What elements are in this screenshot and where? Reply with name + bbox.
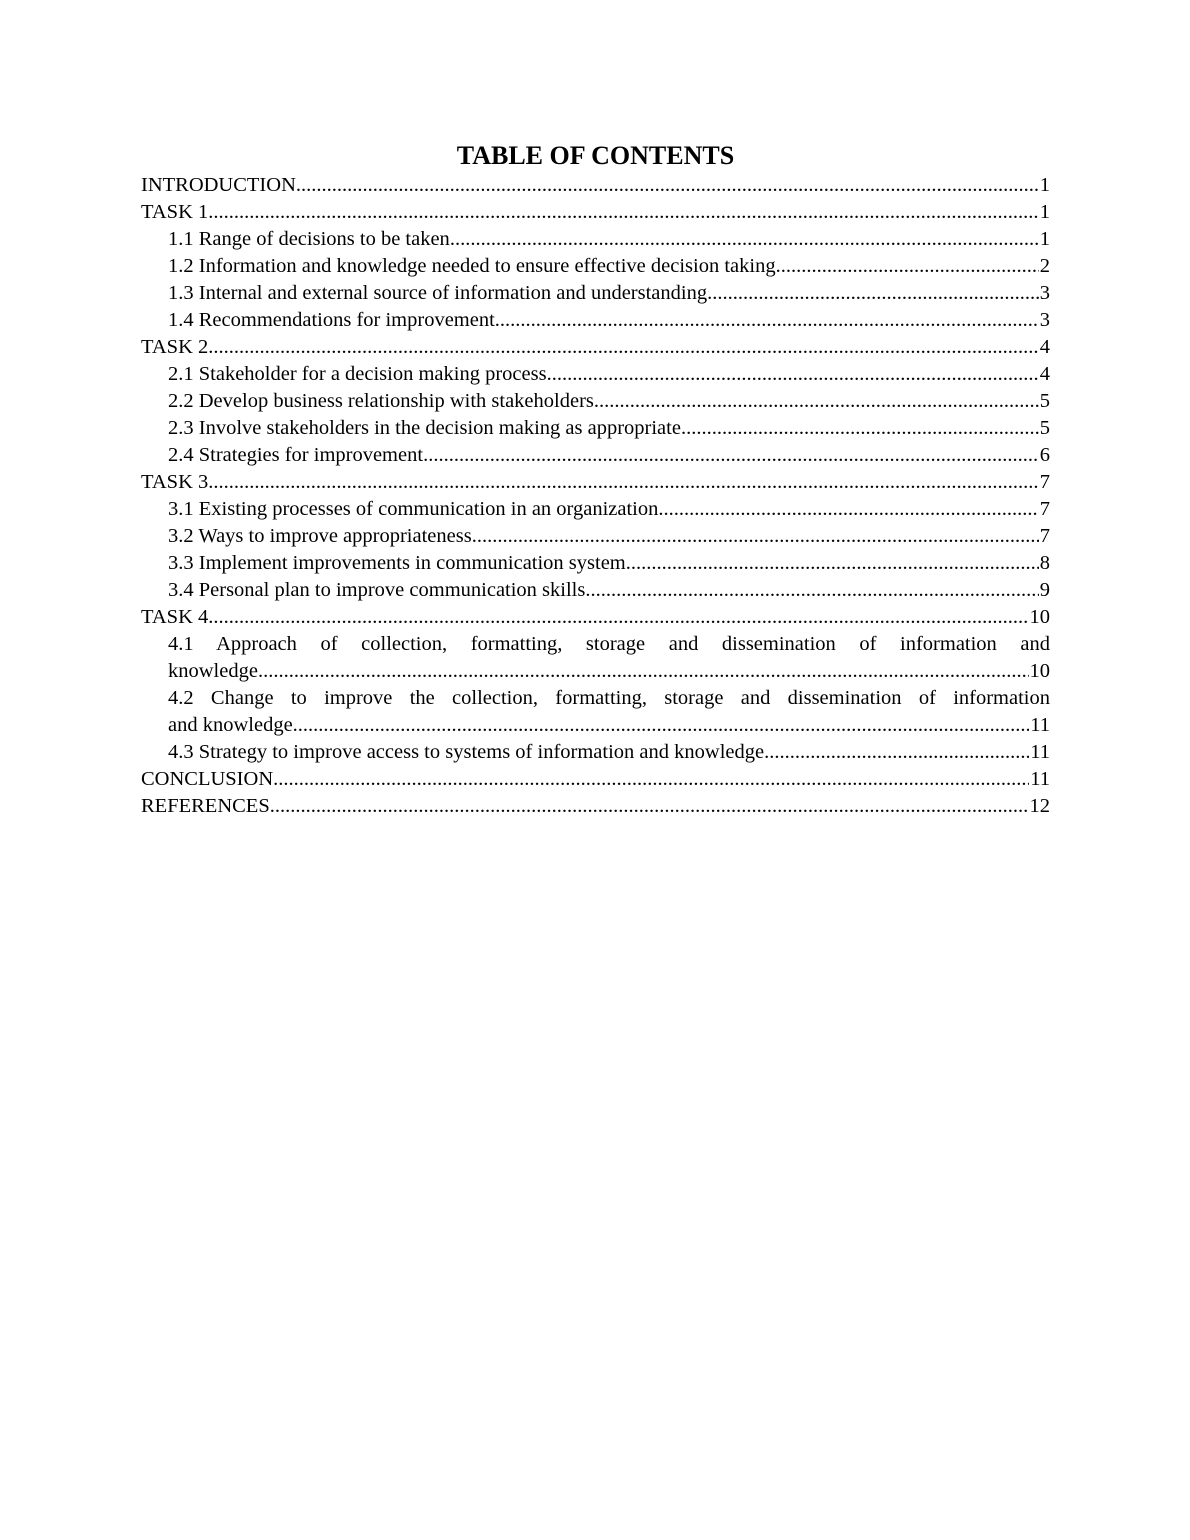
toc-entry-page: 1: [1039, 226, 1050, 253]
toc-entry-label: TASK 3: [141, 471, 209, 493]
toc-entry-2-3[interactable]: [141, 415, 1050, 442]
toc-entry-label-line-2-row: [168, 658, 1050, 685]
toc-entry-page: 11: [1029, 712, 1050, 739]
dot-leader: [208, 606, 1050, 628]
toc-entry-2-4[interactable]: [141, 442, 1050, 469]
toc-entry-task-1[interactable]: [141, 199, 1050, 226]
toc-title: TABLE OF CONTENTS: [456, 141, 735, 170]
toc-entry-label-line-2: and knowledge: [168, 714, 293, 736]
dot-leader: [594, 390, 1050, 412]
toc-entry-page: 1: [1039, 172, 1050, 199]
toc-entry-page: 1: [1039, 199, 1050, 226]
toc-entry-4-2[interactable]: [141, 685, 1050, 739]
toc-entry-references[interactable]: [141, 793, 1050, 820]
dot-leader: [626, 552, 1050, 574]
toc-entry-3-4[interactable]: [141, 577, 1050, 604]
toc-entry-label: 2.2 Develop business relationship with stakeholders: [168, 390, 594, 412]
toc-entry-label: TASK 4: [141, 606, 209, 628]
toc-entry-page: 3: [1039, 280, 1050, 307]
toc-entry-label: TASK 1: [141, 201, 209, 223]
toc-entry-4-1[interactable]: [141, 631, 1050, 685]
toc-entry-label: 3.4 Personal plan to improve communication skills: [168, 579, 586, 601]
toc-entry-label: REFERENCES: [141, 795, 270, 817]
toc-entry-page: 6: [1039, 442, 1050, 469]
dot-leader: [776, 255, 1050, 277]
dot-leader: [270, 795, 1050, 817]
dot-leader: [658, 498, 1050, 520]
toc-entry-label: 4.3 Strategy to improve access to systems of information and knowledge: [168, 741, 765, 763]
dot-leader: [208, 471, 1050, 493]
toc-entry-2-1[interactable]: [141, 361, 1050, 388]
dot-leader: [707, 282, 1050, 304]
dot-leader: [423, 444, 1050, 466]
dot-leader: [258, 660, 1050, 682]
toc-entry-2-2[interactable]: [141, 388, 1050, 415]
toc-entry-page: 7: [1039, 469, 1050, 496]
toc-entry-page: 4: [1039, 361, 1050, 388]
toc-entry-page: 3: [1039, 307, 1050, 334]
toc-entry-page: 10: [1029, 604, 1051, 631]
table-of-contents: [141, 140, 1050, 820]
dot-leader: [208, 336, 1050, 358]
toc-entry-page: 5: [1039, 388, 1050, 415]
toc-entry-3-3[interactable]: [141, 550, 1050, 577]
dot-leader: [547, 363, 1050, 385]
toc-entry-page: 11: [1029, 739, 1050, 766]
toc-entry-page: 7: [1039, 523, 1050, 550]
toc-entry-label-line-1: 4.1 Approach of collection, formatting, storage and dissemination of information and: [168, 633, 1050, 655]
toc-entry-1-2[interactable]: [141, 253, 1050, 280]
toc-entry-page: 9: [1039, 577, 1050, 604]
toc-entry-label-line-2: knowledge: [168, 660, 258, 682]
toc-entry-label: 2.3 Involve stakeholders in the decision making as appropriate: [168, 417, 681, 439]
toc-entry-label: 3.3 Implement improvements in communication system: [168, 552, 626, 574]
toc-entry-page: 5: [1039, 415, 1050, 442]
dot-leader: [450, 228, 1050, 250]
dot-leader: [472, 525, 1050, 547]
toc-entry-task-3[interactable]: [141, 469, 1050, 496]
toc-entry-label-line-2-row: [168, 712, 1050, 739]
toc-entry-task-4[interactable]: [141, 604, 1050, 631]
dot-leader: [293, 714, 1050, 736]
toc-entry-conclusion[interactable]: [141, 766, 1050, 793]
dot-leader: [296, 174, 1050, 196]
toc-entry-label: CONCLUSION: [141, 768, 274, 790]
toc-entry-label: 2.1 Stakeholder for a decision making process: [168, 363, 547, 385]
toc-entry-page: 7: [1039, 496, 1050, 523]
toc-entry-label-line-1: 4.2 Change to improve the collection, formatting, storage and dissemination of information: [168, 687, 1050, 709]
toc-entry-page: 12: [1029, 793, 1051, 820]
toc-entry-introduction[interactable]: [141, 172, 1050, 199]
dot-leader: [585, 579, 1050, 601]
dot-leader: [681, 417, 1050, 439]
toc-entry-page: 11: [1029, 766, 1050, 793]
dot-leader: [273, 768, 1050, 790]
toc-entry-label: 1.2 Information and knowledge needed to ensure effective decision taking: [168, 255, 776, 277]
dot-leader: [495, 309, 1050, 331]
toc-entry-page: 4: [1039, 334, 1050, 361]
toc-entry-task-2[interactable]: [141, 334, 1050, 361]
toc-entry-1-4[interactable]: [141, 307, 1050, 334]
toc-entry-1-3[interactable]: [141, 280, 1050, 307]
toc-entry-label: 2.4 Strategies for improvement: [168, 444, 424, 466]
dot-leader: [764, 741, 1050, 763]
toc-entry-label: INTRODUCTION: [141, 174, 296, 196]
toc-list: [141, 172, 1050, 820]
toc-entry-1-1[interactable]: [141, 226, 1050, 253]
toc-entry-3-2[interactable]: [141, 523, 1050, 550]
toc-entry-page: 8: [1039, 550, 1050, 577]
toc-entry-label: TASK 2: [141, 336, 209, 358]
toc-entry-label: 1.4 Recommendations for improvement: [168, 309, 495, 331]
toc-entry-label: 1.1 Range of decisions to be taken: [168, 228, 450, 250]
toc-entry-label: 3.1 Existing processes of communication in an organization: [168, 498, 659, 520]
toc-entry-page: 10: [1029, 658, 1051, 685]
toc-entry-page: 2: [1039, 253, 1050, 280]
toc-entry-label: 3.2 Ways to improve appropriateness: [168, 525, 472, 547]
toc-entry-label: 1.3 Internal and external source of information and understanding: [168, 282, 708, 304]
toc-entry-3-1[interactable]: [141, 496, 1050, 523]
toc-entry-4-3[interactable]: [141, 739, 1050, 766]
dot-leader: [208, 201, 1050, 223]
